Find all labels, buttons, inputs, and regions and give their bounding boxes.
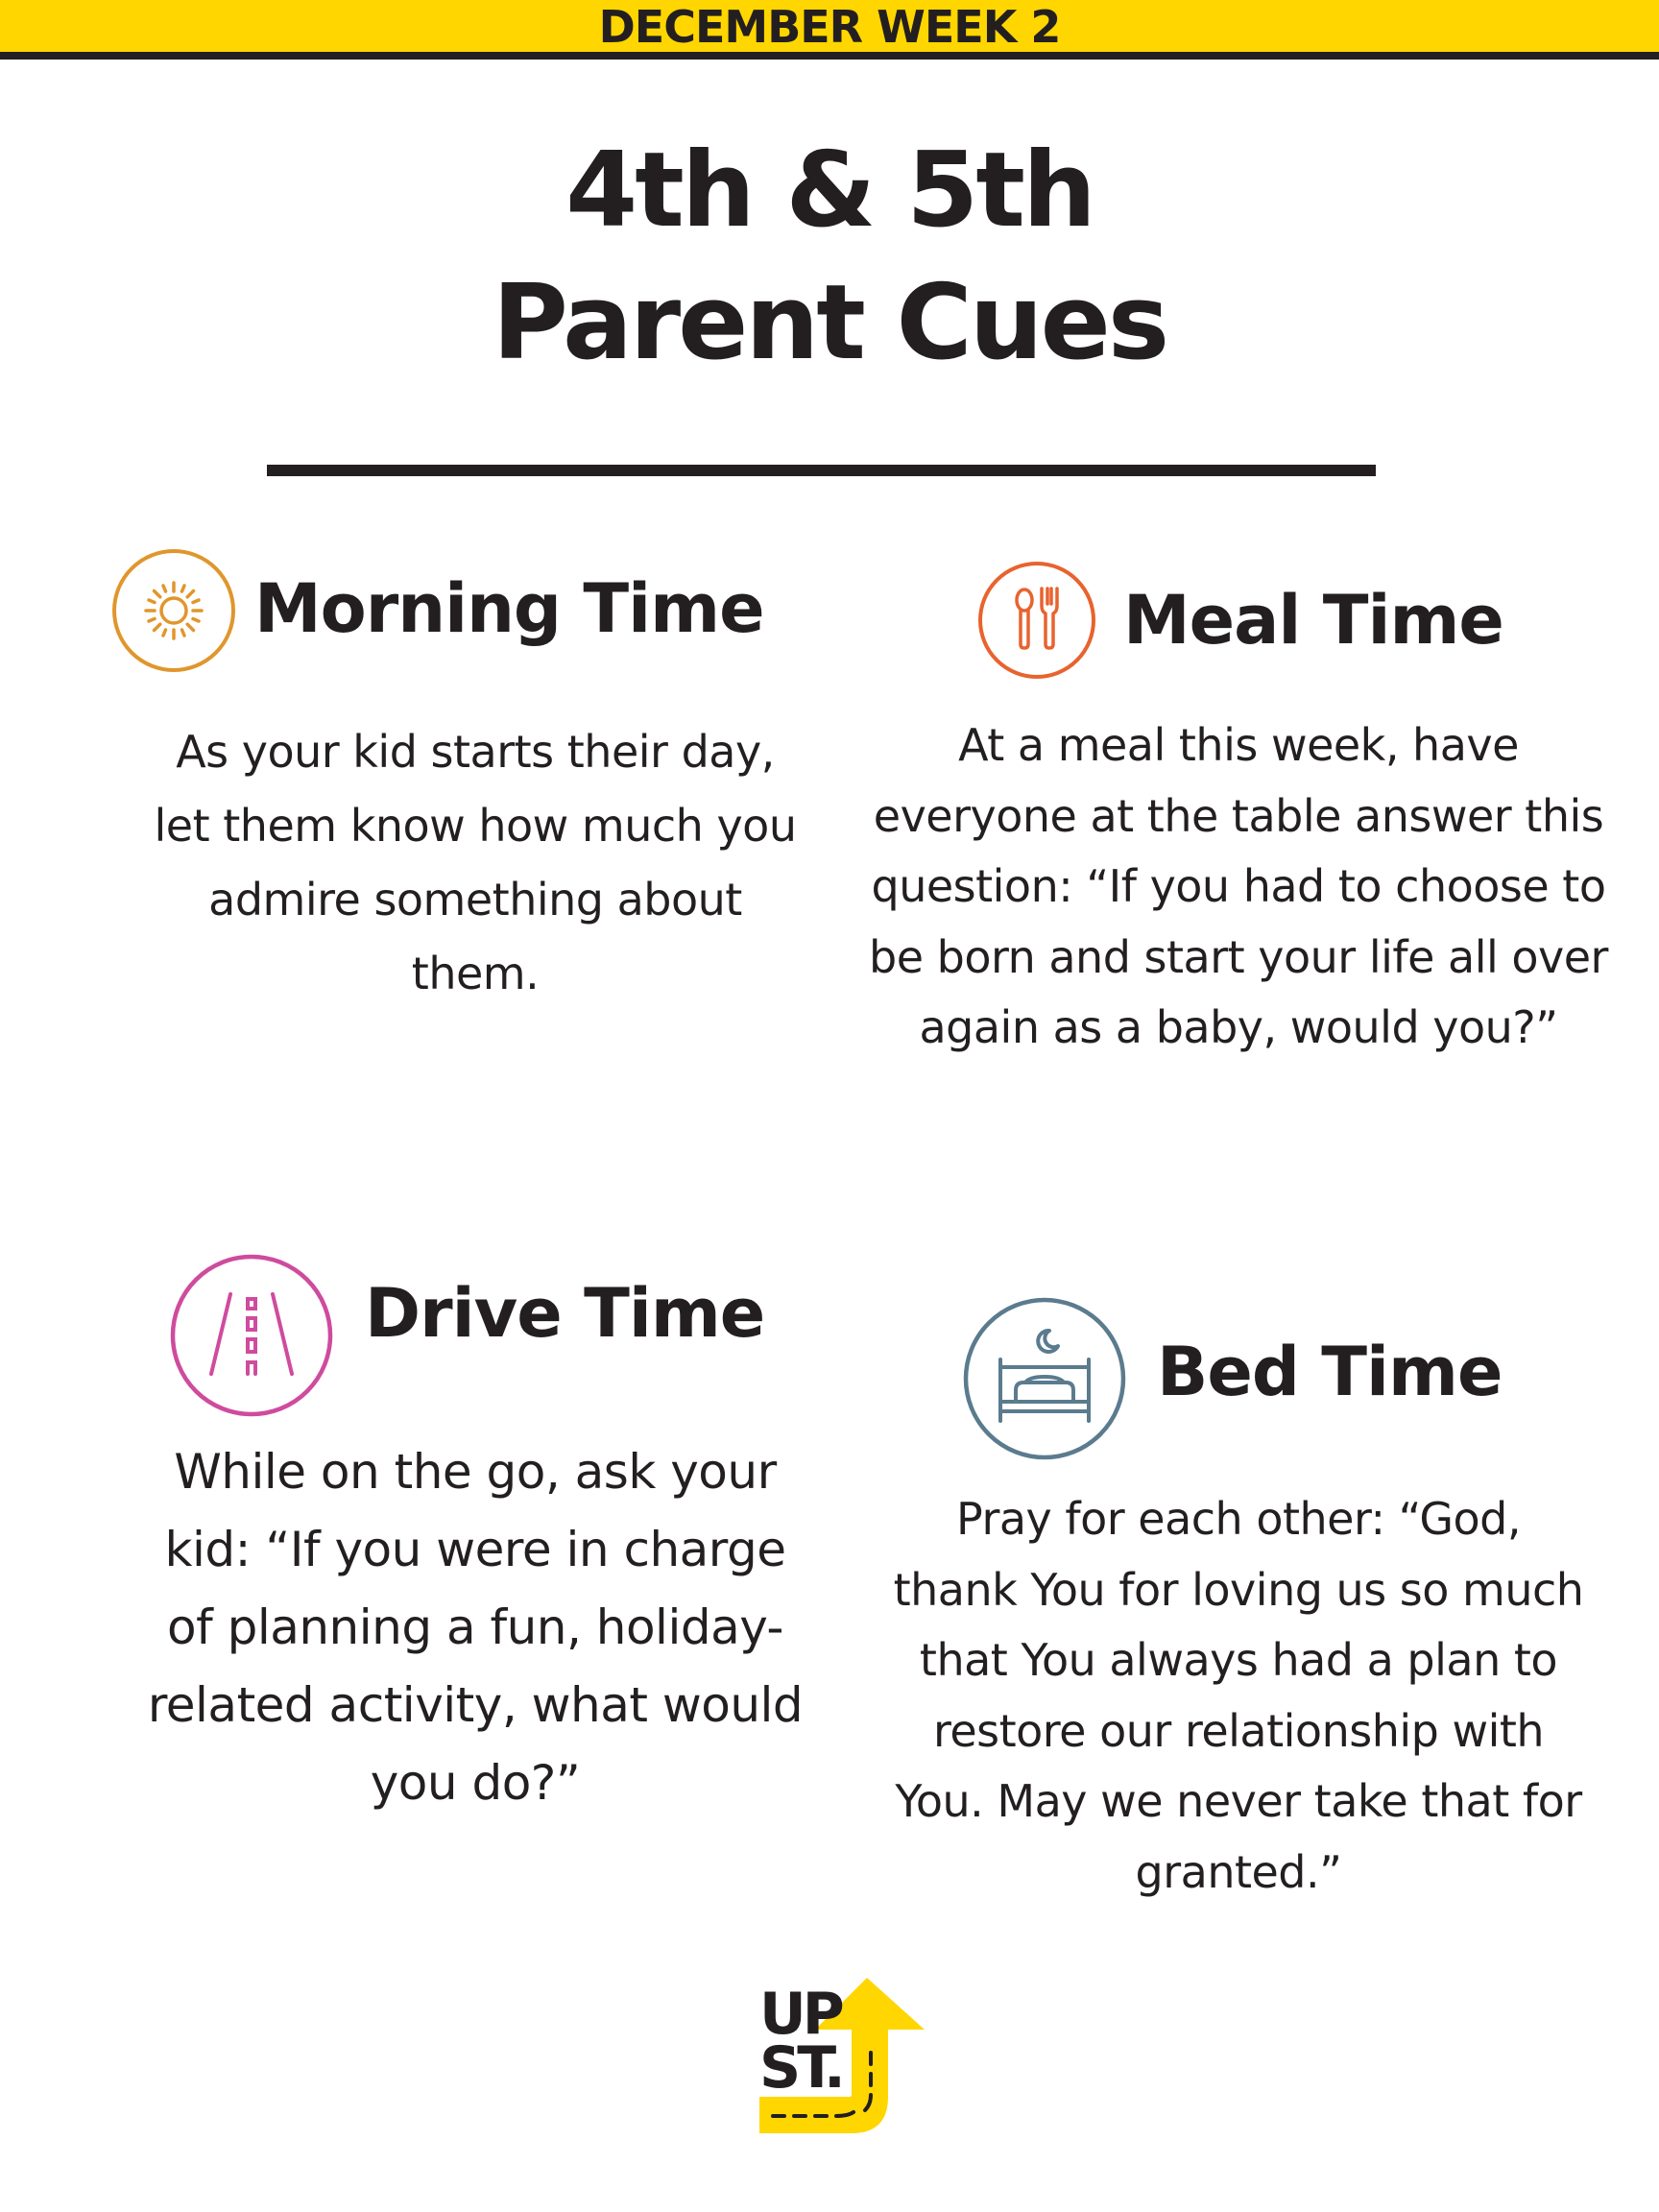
meal-time-heading: Meal Time <box>1123 581 1503 660</box>
morning-time-text: As your kid starts their day, let them know how much you admire something about them. <box>154 726 797 999</box>
drive-time-heading: Drive Time <box>365 1274 765 1353</box>
drive-time-text: While on the go, ask your kid: “If you were in charge of planning a fun, holiday- related activity, what would you do?” <box>147 1444 804 1811</box>
upstreet-logo <box>754 1970 926 2147</box>
logo-up: UP <box>759 1981 841 2048</box>
top-banner <box>0 0 1659 60</box>
page-title <box>0 125 1659 390</box>
banner-text: DECEMBER WEEK 2 <box>598 1 1061 53</box>
title-line-1: 4th & 5th <box>565 131 1094 251</box>
title-line-2: Parent Cues <box>492 263 1167 383</box>
bed-time-text: Pray for each other: “God, thank You for loving us so much that You always had a plan to restore our relationship with You. May we never take that for granted.” <box>893 1493 1584 1898</box>
fork-spoon-icon <box>976 560 1097 681</box>
meal-time-text: At a meal this week, have everyone at the table answer this question: “If you had to choose to be born and start your life all over again as a baby, would you?” <box>869 719 1608 1053</box>
bed-moon-icon <box>962 1296 1127 1461</box>
title-divider <box>267 465 1376 476</box>
morning-time-heading: Morning Time <box>254 569 764 648</box>
bed-time-heading: Bed Time <box>1157 1333 1503 1411</box>
sun-icon <box>110 547 237 674</box>
road-icon <box>169 1253 334 1418</box>
logo-st: ST. <box>759 2034 842 2102</box>
